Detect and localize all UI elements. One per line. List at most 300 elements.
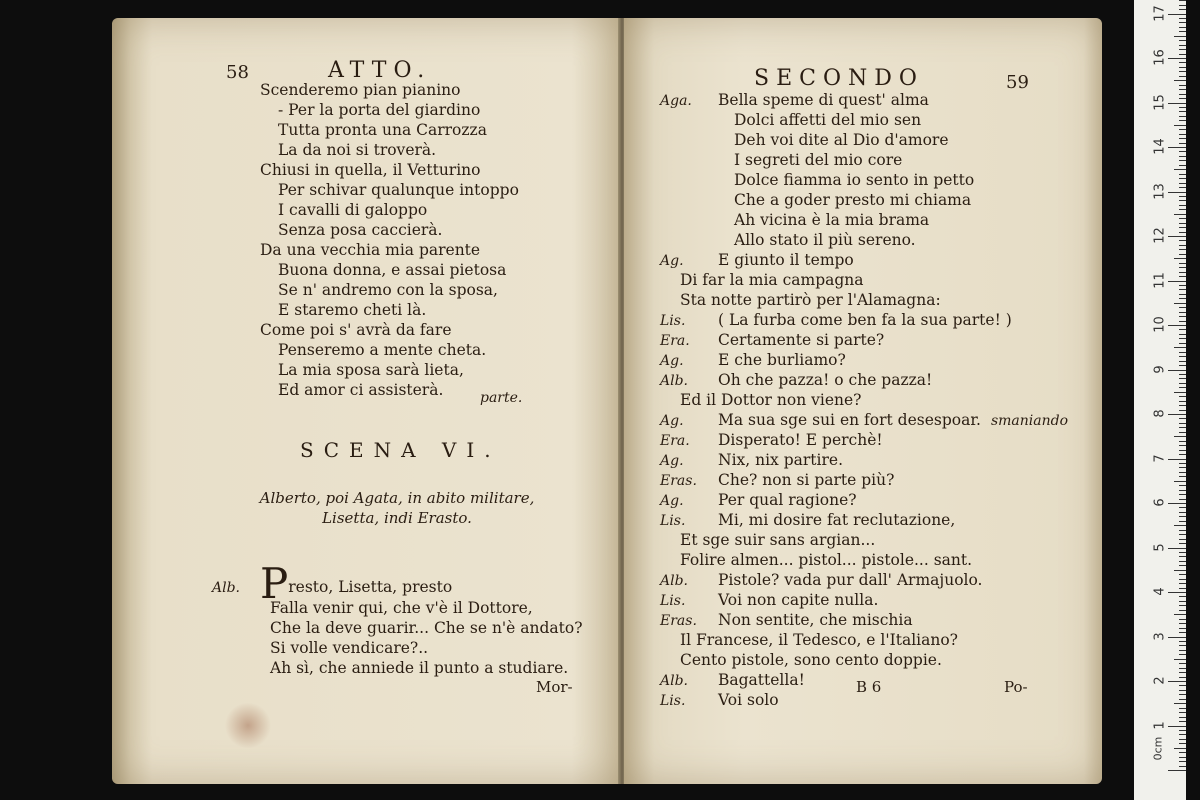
- line-text: Bella speme di quest' alma: [718, 91, 929, 109]
- ruler-tick: [1179, 690, 1186, 691]
- ruler-tick: [1168, 548, 1186, 549]
- ruler-tick: [1174, 748, 1186, 749]
- cast-list: [212, 488, 582, 528]
- ruler-tick: [1179, 401, 1186, 402]
- verse-line: Senza posa caccierà.: [278, 221, 443, 239]
- stage-direction: smaniando: [990, 413, 1069, 429]
- ruler-tick: [1179, 54, 1186, 55]
- ruler-tick: [1174, 703, 1186, 704]
- ruler-tick: [1179, 476, 1186, 477]
- dialogue-line: [660, 310, 1068, 330]
- ruler-tick: [1179, 610, 1186, 611]
- ruler-unit: 0cm: [1151, 736, 1165, 761]
- ruler-tick: [1179, 677, 1186, 678]
- ruler-tick: [1179, 485, 1186, 486]
- line-text: Sta notte partirò per l'Alamagna:: [680, 291, 941, 309]
- ruler-tick: [1179, 556, 1186, 557]
- dialogue-line: [660, 630, 1068, 650]
- ruler-tick: [1179, 218, 1186, 219]
- ruler-label: 15: [1152, 93, 1168, 111]
- ruler-tick: [1179, 757, 1186, 758]
- ruler-tick: [1179, 445, 1186, 446]
- ruler-tick: [1179, 5, 1186, 6]
- ruler-label: 16: [1152, 49, 1168, 66]
- verse-line: Da una vecchia mia parente: [260, 241, 481, 259]
- ruler-tick: [1179, 67, 1186, 68]
- line-text: ( La furba come ben fa la sua parte! ): [718, 311, 1012, 329]
- ruler-tick: [1179, 160, 1186, 161]
- ruler-tick: [1168, 459, 1186, 460]
- ruler-tick: [1168, 726, 1186, 727]
- verse-line: Scenderemo pian pianino: [260, 81, 461, 99]
- speaker-label: Alb.: [660, 673, 688, 689]
- speaker-label: Aga.: [660, 93, 692, 109]
- ruler-tick: [1179, 521, 1186, 522]
- ruler-tick: [1174, 36, 1186, 37]
- dialogue-line: Che la deve guarir... Che se n'è andato?: [270, 619, 583, 637]
- ruler-tick: [1168, 236, 1186, 237]
- ruler-tick: [1179, 734, 1186, 735]
- line-text: Certamente si parte?: [718, 331, 885, 349]
- speaker-label: Lis.: [660, 513, 686, 529]
- ruler-label: 5: [1152, 542, 1168, 552]
- ruler-tick: [1179, 645, 1186, 646]
- ruler-tick: [1179, 410, 1186, 411]
- verse-line: - Per la porta del giardino: [278, 101, 481, 119]
- ruler-tick: [1179, 743, 1186, 744]
- dialogue-line: Ah sì, che anniede il punto a studiare.: [270, 659, 569, 677]
- verse-line: Per schivar qualunque intoppo: [278, 181, 519, 199]
- dialogue-line: [660, 550, 1068, 570]
- line-text: Voi solo: [718, 691, 779, 709]
- ruler-tick: [1179, 632, 1186, 633]
- signature-mark: B 6: [856, 678, 882, 696]
- ruler-tick: [1174, 169, 1186, 170]
- dialogue-line: [660, 90, 974, 110]
- ruler-tick: [1179, 441, 1186, 442]
- ruler-label: 13: [1152, 182, 1168, 200]
- ruler-tick: [1179, 552, 1186, 553]
- ruler-tick: [1174, 525, 1186, 526]
- ruler-tick: [1179, 76, 1186, 77]
- ruler-tick: [1179, 739, 1186, 740]
- ruler-tick: [1168, 58, 1186, 59]
- ruler-tick: [1179, 499, 1186, 500]
- ruler-tick: [1179, 752, 1186, 753]
- ruler-tick: [1179, 766, 1186, 767]
- ruler-tick: [1179, 298, 1186, 299]
- ruler-tick: [1174, 614, 1186, 615]
- ruler-label: 8: [1152, 409, 1168, 418]
- ruler-tick: [1168, 503, 1186, 504]
- line-text: Mi, mi dosire fat reclutazione,: [718, 511, 956, 529]
- ruler-tick: [1179, 619, 1186, 620]
- ruler-tick: [1179, 543, 1186, 544]
- line-text: Cento pistole, sono cento doppie.: [680, 651, 942, 669]
- dialogue-line: [660, 390, 1068, 410]
- aria-line: Che a goder presto mi chiama: [734, 191, 972, 209]
- ruler-tick: [1179, 329, 1186, 330]
- page-number: 59: [1006, 72, 1029, 93]
- ruler-tick: [1179, 187, 1186, 188]
- ruler-tick: [1179, 427, 1186, 428]
- ruler-tick: [1179, 361, 1186, 362]
- ruler-tick: [1179, 267, 1186, 268]
- ruler-tick: [1179, 530, 1186, 531]
- ruler-tick: [1179, 27, 1186, 28]
- ruler-tick: [1168, 592, 1186, 593]
- ruler-tick: [1179, 31, 1186, 32]
- ruler-tick: [1179, 396, 1186, 397]
- ruler-tick: [1179, 120, 1186, 121]
- ruler-tick: [1168, 414, 1186, 415]
- line-text: Folire almen... pistol... pistole... sant.: [680, 551, 973, 569]
- speaker-label: Era.: [660, 333, 690, 349]
- ruler-label: 1: [1152, 720, 1168, 730]
- ruler-tick: [1179, 49, 1186, 50]
- verse-line: Chiusi in quella, il Vetturino: [260, 161, 481, 179]
- ruler-tick: [1179, 240, 1186, 241]
- ruler-tick: [1179, 588, 1186, 589]
- ruler-tick: [1179, 165, 1186, 166]
- dialogue-line: [660, 610, 1068, 630]
- ruler-tick: [1174, 80, 1186, 81]
- ruler-tick: [1179, 245, 1186, 246]
- dialogue-line: [660, 650, 1068, 670]
- ruler-tick: [1179, 134, 1186, 135]
- ruler-tick: [1179, 490, 1186, 491]
- ruler-tick: [1179, 574, 1186, 575]
- dialogue-line: [660, 430, 1068, 450]
- verse-line: Come poi s' avrà da fare: [260, 321, 452, 339]
- ruler-tick: [1179, 338, 1186, 339]
- dialogue-line: Si volle vendicare?..: [270, 639, 429, 657]
- ruler-tick: [1174, 125, 1186, 126]
- ruler-tick: [1179, 628, 1186, 629]
- ruler-tick: [1179, 561, 1186, 562]
- dialogue-block: [660, 250, 1068, 710]
- ruler-tick: [1179, 343, 1186, 344]
- ruler-tick: [1179, 512, 1186, 513]
- aria-line: Allo stato il più sereno.: [734, 231, 916, 249]
- ruler-tick: [1179, 111, 1186, 112]
- ruler-tick: [1179, 143, 1186, 144]
- ruler-tick: [1179, 174, 1186, 175]
- ruler-tick: [1179, 601, 1186, 602]
- ruler-tick: [1179, 596, 1186, 597]
- ruler-label: 7: [1152, 453, 1168, 463]
- ruler-tick: [1179, 454, 1186, 455]
- ruler-label: 6: [1152, 498, 1168, 507]
- ruler-tick: [1174, 570, 1186, 571]
- ruler-tick: [1179, 516, 1186, 517]
- ruler-tick: [1179, 62, 1186, 63]
- speaker-label: Ag.: [660, 453, 684, 469]
- ruler-tick: [1179, 205, 1186, 206]
- ruler-tick: [1179, 40, 1186, 41]
- ruler-tick: [1179, 699, 1186, 700]
- ruler-tick: [1179, 276, 1186, 277]
- ruler-tick: [1179, 321, 1186, 322]
- ruler-tick: [1179, 463, 1186, 464]
- catchword: Mor-: [536, 678, 573, 696]
- ruler-tick: [1179, 334, 1186, 335]
- ruler-tick: [1179, 285, 1186, 286]
- ruler-tick: [1179, 712, 1186, 713]
- ruler-tick: [1174, 258, 1186, 259]
- ruler-tick: [1168, 14, 1186, 15]
- ruler-tick: [1179, 418, 1186, 419]
- speaker-label: Lis.: [660, 313, 686, 329]
- ruler-label: 12: [1152, 227, 1168, 244]
- dialogue-line: Falla venir qui, che v'è il Dottore,: [270, 599, 533, 617]
- speaker-label: Lis.: [660, 593, 686, 609]
- dialogue-line: [660, 590, 1068, 610]
- ruler-tick: [1179, 151, 1186, 152]
- dialogue-line: [660, 350, 1068, 370]
- scene-title: SCENA VI.: [300, 438, 501, 462]
- ruler-tick: [1179, 129, 1186, 130]
- ruler-tick: [1179, 272, 1186, 273]
- ruler-tick: [1179, 583, 1186, 584]
- speaker-label: Era.: [660, 433, 690, 449]
- ruler-tick: [1179, 623, 1186, 624]
- aria-line: Deh voi dite al Dio d'amore: [734, 131, 949, 149]
- ruler-tick: [1179, 694, 1186, 695]
- stage-direction-exit: parte.: [480, 390, 523, 406]
- line-text: Et sge suir sans argian...: [680, 531, 876, 549]
- line-text: Per qual ragione?: [718, 491, 857, 509]
- dialogue-block: [212, 559, 583, 678]
- dialogue-line: [660, 250, 1068, 270]
- dialogue-line: [660, 450, 1068, 470]
- ruler-tick: [1179, 18, 1186, 19]
- ruler-tick: [1179, 672, 1186, 673]
- ruler-tick: [1179, 0, 1186, 1]
- ruler-tick: [1179, 467, 1186, 468]
- ruler-tick: [1179, 249, 1186, 250]
- ruler-tick: [1179, 156, 1186, 157]
- line-text: E giunto il tempo: [718, 251, 854, 269]
- ruler-tick: [1179, 178, 1186, 179]
- ruler-tick: [1179, 654, 1186, 655]
- ruler-tick: [1179, 641, 1186, 642]
- ruler-tick: [1179, 365, 1186, 366]
- ruler-tick: [1179, 374, 1186, 375]
- line-text: Di far la mia campagna: [680, 271, 864, 289]
- line-text: Il Francese, il Tedesco, e l'Italiano?: [680, 631, 958, 649]
- ruler-tick: [1179, 668, 1186, 669]
- ruler-label: 10: [1152, 316, 1168, 333]
- dialogue-line: [660, 270, 1068, 290]
- ruler-tick: [1179, 507, 1186, 508]
- ruler-tick: [1179, 294, 1186, 295]
- open-book: [112, 18, 1102, 784]
- dialogue-line: [660, 510, 1068, 530]
- ruler-tick: [1179, 71, 1186, 72]
- verse-line: E staremo cheti là.: [278, 301, 427, 319]
- ruler-tick: [1174, 392, 1186, 393]
- ruler-tick: [1179, 307, 1186, 308]
- line-text: Ma sua sge sui en fort desespoar.: [718, 411, 981, 429]
- ruler-tick: [1174, 303, 1186, 304]
- line-text: Voi non capite nulla.: [718, 591, 879, 609]
- ruler-tick: [1168, 281, 1186, 282]
- ruler-tick: [1179, 432, 1186, 433]
- ruler-tick: [1179, 289, 1186, 290]
- ruler-tick: [1179, 650, 1186, 651]
- ruler-tick: [1179, 263, 1186, 264]
- speaker-label: Ag.: [660, 353, 684, 369]
- dialogue-line: [660, 490, 1068, 510]
- ruler-tick: [1179, 472, 1186, 473]
- ruler-tick: [1168, 325, 1186, 326]
- ruler-label: 17: [1152, 4, 1168, 22]
- ruler-tick: [1168, 637, 1186, 638]
- ruler-tick: [1179, 717, 1186, 718]
- ruler-tick: [1179, 423, 1186, 424]
- ruler-tick: [1179, 708, 1186, 709]
- dialogue-line: [660, 410, 1068, 430]
- ruler-tick: [1179, 232, 1186, 233]
- ruler-tick: [1179, 352, 1186, 353]
- ruler-tick: [1179, 383, 1186, 384]
- ruler-tick: [1179, 378, 1186, 379]
- dialogue-line: [660, 570, 1068, 590]
- ruler-label: 11: [1152, 271, 1168, 289]
- line-text: Bagattella!: [718, 671, 805, 689]
- ruler-tick: [1179, 22, 1186, 23]
- ruler-tick: [1179, 116, 1186, 117]
- ruler-label: 4: [1152, 587, 1168, 596]
- verse-line: Tutta pronta una Carrozza: [278, 121, 487, 139]
- ruler-tick: [1179, 356, 1186, 357]
- ruler-tick: [1179, 254, 1186, 255]
- cast-line: Lisetta, indi Erasto.: [322, 509, 472, 527]
- ruler-tick: [1179, 387, 1186, 388]
- ruler-tick: [1168, 370, 1186, 371]
- line-text: Nix, nix partire.: [718, 451, 843, 469]
- line-text: Ed il Dottor non viene?: [680, 391, 862, 409]
- ruler-tick: [1174, 481, 1186, 482]
- line-text: Che? non si parte più?: [718, 471, 895, 489]
- aria-line: Dolce fiamma io sento in petto: [734, 171, 975, 189]
- dialogue-line: [660, 370, 1068, 390]
- ruler-tick: [1179, 209, 1186, 210]
- ruler-tick: [1174, 436, 1186, 437]
- foxing-stain: [224, 703, 272, 748]
- ruler-tick: [1179, 9, 1186, 10]
- measurement-ruler: [1134, 0, 1186, 800]
- speaker-label: Alb.: [660, 573, 688, 589]
- ruler-tick: [1179, 183, 1186, 184]
- ruler-tick: [1174, 214, 1186, 215]
- right-page: [624, 18, 1102, 784]
- ruler-tick: [1179, 98, 1186, 99]
- running-header: SECONDO: [754, 66, 924, 91]
- ruler-tick: [1179, 539, 1186, 540]
- speaker-label: Ag.: [660, 493, 684, 509]
- ruler-tick: [1179, 565, 1186, 566]
- ruler-tick: [1179, 312, 1186, 313]
- ruler-label: 3: [1152, 631, 1168, 641]
- ruler-tick: [1174, 659, 1186, 660]
- speaker-label: Ag.: [660, 253, 684, 269]
- ruler-tick: [1168, 103, 1186, 104]
- dialogue-line: [660, 530, 1068, 550]
- ruler-tick: [1179, 316, 1186, 317]
- ruler-tick: [1168, 147, 1186, 148]
- verse-line: La mia sposa sarà lieta,: [278, 361, 464, 379]
- ruler-tick: [1179, 196, 1186, 197]
- speaker-label: Eras.: [660, 473, 697, 489]
- dialogue-line: [660, 470, 1068, 490]
- ruler-tick: [1174, 347, 1186, 348]
- ruler-tick: [1179, 605, 1186, 606]
- cast-line: Alberto, poi Agata, in abito militare,: [259, 489, 535, 507]
- ruler-tick: [1179, 685, 1186, 686]
- left-page: [112, 18, 620, 784]
- aria-line: I segreti del mio core: [734, 151, 903, 169]
- verse-line: Se n' andremo con la sposa,: [278, 281, 498, 299]
- ruler-tick: [1179, 200, 1186, 201]
- speaker-label: Eras.: [660, 613, 697, 629]
- ruler-tick: [1179, 223, 1186, 224]
- drop-cap: P: [260, 559, 289, 608]
- verse-line: Ed amor ci assisterà.: [278, 381, 444, 399]
- aria-line: Dolci affetti del mio sen: [734, 111, 922, 129]
- ruler-tick: [1168, 770, 1186, 771]
- ruler-tick: [1179, 138, 1186, 139]
- ruler-label: 9: [1152, 364, 1168, 374]
- line-text: Disperato! E perchè!: [718, 431, 883, 449]
- verse-line: Buona donna, e assai pietosa: [278, 261, 507, 279]
- ruler-tick: [1179, 721, 1186, 722]
- ruler-tick: [1179, 45, 1186, 46]
- verse-block: [260, 80, 519, 400]
- page-number: 58: [226, 62, 249, 83]
- line-text: E che burliamo?: [718, 351, 846, 369]
- verse-line: I cavalli di galoppo: [278, 201, 428, 219]
- aria-block: [660, 90, 974, 250]
- ruler-label: 14: [1152, 138, 1168, 155]
- ruler-tick: [1179, 663, 1186, 664]
- ruler-tick: [1179, 534, 1186, 535]
- ruler-tick: [1179, 450, 1186, 451]
- line-text: Non sentite, che mischia: [718, 611, 913, 629]
- ruler-tick: [1179, 89, 1186, 90]
- line-text: resto, Lisetta, presto: [288, 578, 453, 596]
- line-text: Oh che pazza! o che pazza!: [718, 371, 933, 389]
- speaker-label: Ag.: [660, 413, 684, 429]
- ruler-tick: [1179, 85, 1186, 86]
- aria-line: Ah vicina è la mia brama: [734, 211, 930, 229]
- speaker-label: Lis.: [660, 693, 686, 709]
- ruler-tick: [1179, 107, 1186, 108]
- ruler-label: 2: [1152, 676, 1168, 685]
- dialogue-line: [660, 330, 1068, 350]
- speaker-label: Alb.: [212, 580, 240, 596]
- verse-line: La da noi si troverà.: [278, 141, 437, 159]
- speaker-label: Alb.: [660, 373, 688, 389]
- catchword: Po-: [1004, 678, 1028, 696]
- ruler-tick: [1179, 730, 1186, 731]
- verse-line: Penseremo a mente cheta.: [278, 341, 487, 359]
- ruler-tick: [1179, 94, 1186, 95]
- ruler-tick: [1168, 192, 1186, 193]
- ruler-tick: [1179, 761, 1186, 762]
- line-text: Pistole? vada pur dall' Armajuolo.: [718, 571, 983, 589]
